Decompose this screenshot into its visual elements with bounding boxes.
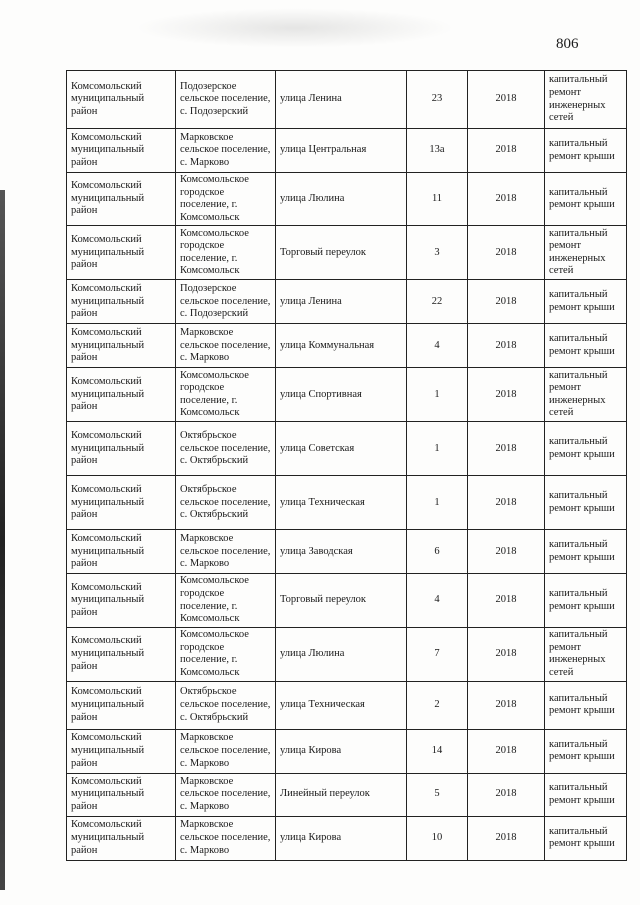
cell-year: 2018 [468,226,545,280]
table-row [67,681,627,729]
cell-district: Комсомольский муниципальный район [67,71,176,129]
cell-street: Торговый переулок [276,574,407,627]
cell-street: улица Заводская [276,530,407,574]
table-row [67,226,627,280]
cell-district: Комсомольский муниципальный район [67,226,176,280]
cell-year: 2018 [468,368,545,422]
cell-street: улица Ленина [276,71,407,129]
cell-street: улица Кирова [276,729,407,773]
table-row [67,422,627,476]
table-row [67,71,627,129]
cell-work-type: капитальный ремонт инженерных сетей [545,71,627,129]
cell-work-type: капитальный ремонт крыши [545,324,627,368]
cell-work-type: капитальный ремонт инженерных сетей [545,368,627,422]
cell-house-number: 1 [407,422,468,476]
cell-year: 2018 [468,71,545,129]
cell-district: Комсомольский муниципальный район [67,129,176,173]
cell-house-number: 6 [407,530,468,574]
cell-district: Комсомольский муниципальный район [67,173,176,226]
cell-district: Комсомольский муниципальный район [67,368,176,422]
cell-district: Комсомольский муниципальный район [67,530,176,574]
cell-house-number: 10 [407,816,468,860]
table-row [67,324,627,368]
cell-house-number: 1 [407,368,468,422]
cell-year: 2018 [468,574,545,627]
cell-district: Комсомольский муниципальный район [67,729,176,773]
cell-street: улица Спортивная [276,368,407,422]
cell-year: 2018 [468,816,545,860]
cell-street: улица Кирова [276,816,407,860]
cell-year: 2018 [468,773,545,816]
cell-year: 2018 [468,476,545,530]
cell-work-type: капитальный ремонт крыши [545,681,627,729]
cell-street: улица Люлина [276,173,407,226]
cell-year: 2018 [468,681,545,729]
table-row [67,627,627,681]
cell-work-type: капитальный ремонт крыши [545,280,627,324]
cell-settlement: Марковское сельское поселение, с. Марково [176,129,276,173]
cell-settlement: Подозерское сельское поселение, с. Подозерский [176,71,276,129]
cell-district: Комсомольский муниципальный район [67,324,176,368]
cell-street: улица Люлина [276,627,407,681]
cell-district: Комсомольский муниципальный район [67,422,176,476]
cell-settlement: Подозерское сельское поселение, с. Подозерский [176,280,276,324]
cell-settlement: Марковское сельское поселение, с. Марково [176,530,276,574]
table-row [67,129,627,173]
cell-district: Комсомольский муниципальный район [67,574,176,627]
table-row [67,173,627,226]
cell-work-type: капитальный ремонт крыши [545,476,627,530]
cell-work-type: капитальный ремонт крыши [545,129,627,173]
cell-house-number: 3 [407,226,468,280]
cell-year: 2018 [468,280,545,324]
cell-settlement: Комсомольское городское поселение, г. Комсомольск [176,574,276,627]
table-row [67,476,627,530]
cell-work-type: капитальный ремонт крыши [545,173,627,226]
cell-work-type: капитальный ремонт крыши [545,773,627,816]
cell-work-type: капитальный ремонт инженерных сетей [545,627,627,681]
cell-settlement: Октябрьское сельское поселение, с. Октябрьский [176,681,276,729]
cell-settlement: Комсомольское городское поселение, г. Комсомольск [176,173,276,226]
cell-street: Линейный переулок [276,773,407,816]
cell-house-number: 22 [407,280,468,324]
cell-year: 2018 [468,173,545,226]
cell-work-type: капитальный ремонт инженерных сетей [545,226,627,280]
cell-work-type: капитальный ремонт крыши [545,574,627,627]
cell-settlement: Марковское сельское поселение, с. Марково [176,324,276,368]
cell-district: Комсомольский муниципальный район [67,627,176,681]
cell-settlement: Октябрьское сельское поселение, с. Октябрьский [176,422,276,476]
cell-street: улица Коммунальная [276,324,407,368]
cell-district: Комсомольский муниципальный район [67,681,176,729]
cell-work-type: капитальный ремонт крыши [545,816,627,860]
cell-year: 2018 [468,422,545,476]
table-row [67,816,627,860]
cell-street: улица Техническая [276,681,407,729]
cell-street: улица Советская [276,422,407,476]
cell-house-number: 23 [407,71,468,129]
table-row [67,368,627,422]
cell-year: 2018 [468,729,545,773]
table-row [67,729,627,773]
scan-edge [0,190,5,890]
cell-work-type: капитальный ремонт крыши [545,530,627,574]
cell-year: 2018 [468,627,545,681]
cell-settlement: Комсомольское городское поселение, г. Комсомольск [176,368,276,422]
cell-year: 2018 [468,129,545,173]
cell-settlement: Комсомольское городское поселение, г. Комсомольск [176,226,276,280]
cell-house-number: 1 [407,476,468,530]
table-row [67,773,627,816]
cell-settlement: Октябрьское сельское поселение, с. Октябрьский [176,476,276,530]
cell-year: 2018 [468,324,545,368]
cell-district: Комсомольский муниципальный район [67,773,176,816]
cell-house-number: 13а [407,129,468,173]
page-number: 806 [556,36,579,52]
table-row [67,530,627,574]
cell-house-number: 5 [407,773,468,816]
cell-year: 2018 [468,530,545,574]
cell-street: Торговый переулок [276,226,407,280]
cell-work-type: капитальный ремонт крыши [545,422,627,476]
table-body [67,71,627,861]
cell-district: Комсомольский муниципальный район [67,816,176,860]
scan-smudge [135,8,455,48]
cell-street: улица Центральная [276,129,407,173]
housing-repair-table [66,70,627,861]
cell-district: Комсомольский муниципальный район [67,280,176,324]
table-row [67,280,627,324]
cell-house-number: 2 [407,681,468,729]
cell-district: Комсомольский муниципальный район [67,476,176,530]
cell-house-number: 4 [407,324,468,368]
cell-work-type: капитальный ремонт крыши [545,729,627,773]
cell-house-number: 11 [407,173,468,226]
cell-house-number: 4 [407,574,468,627]
cell-street: улица Техническая [276,476,407,530]
cell-street: улица Ленина [276,280,407,324]
table-row [67,574,627,627]
cell-house-number: 14 [407,729,468,773]
cell-settlement: Марковское сельское поселение, с. Марково [176,729,276,773]
cell-settlement: Марковское сельское поселение, с. Марково [176,816,276,860]
cell-settlement: Марковское сельское поселение, с. Марково [176,773,276,816]
cell-settlement: Комсомольское городское поселение, г. Комсомольск [176,627,276,681]
cell-house-number: 7 [407,627,468,681]
